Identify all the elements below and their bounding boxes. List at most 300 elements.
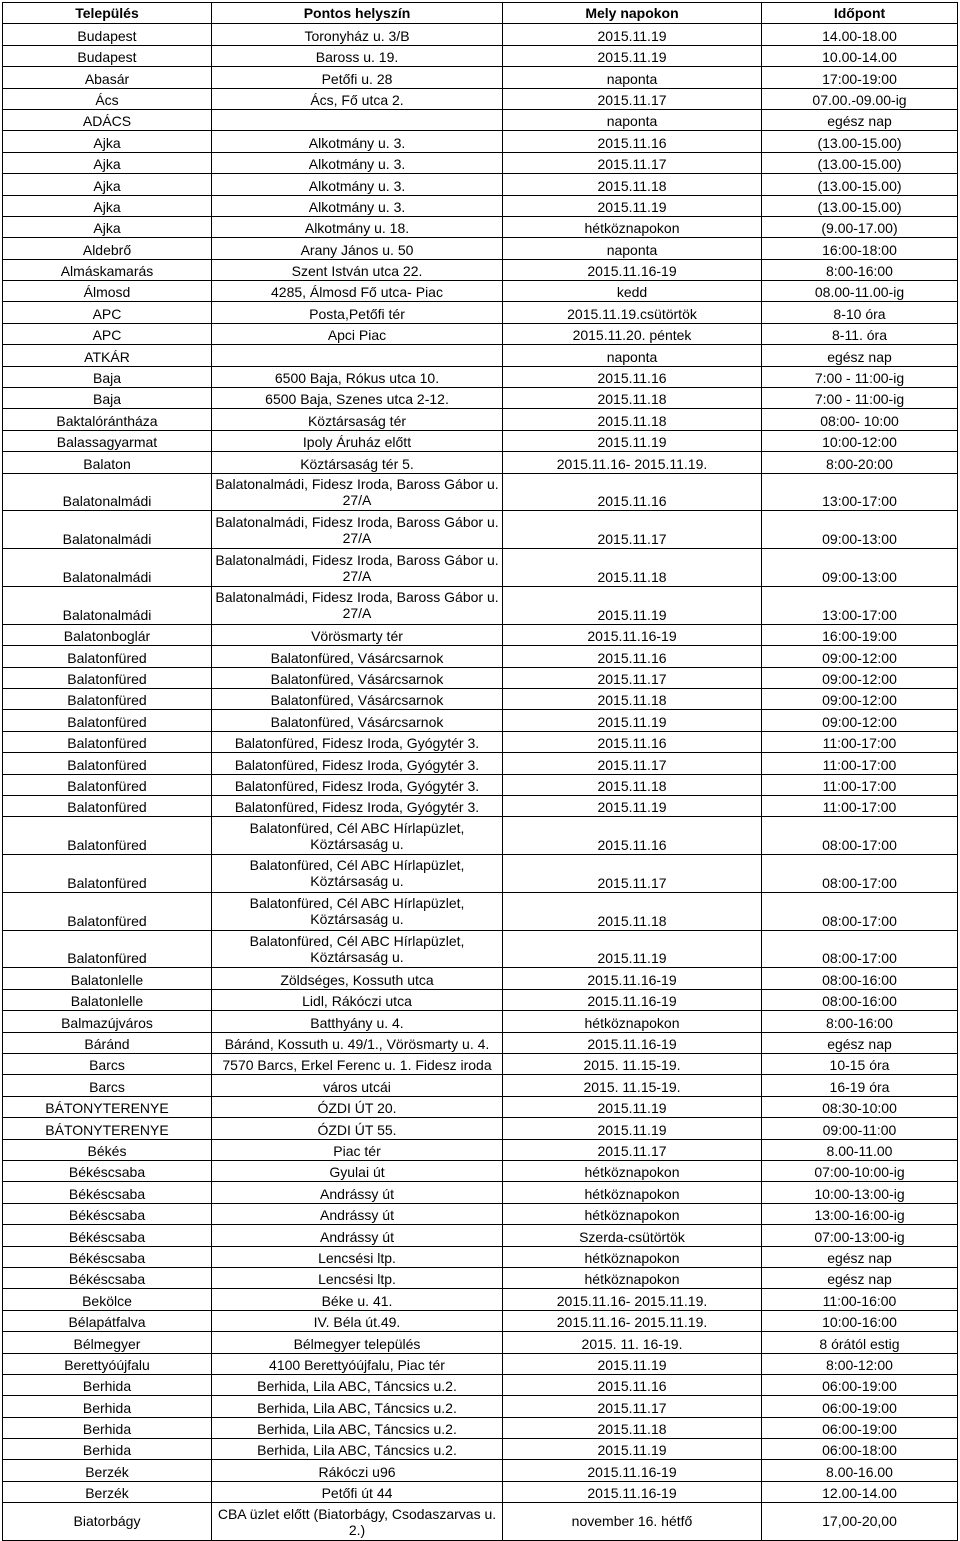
cell-helyszin: Alkotmány u. 3. — [212, 195, 503, 216]
cell-helyszin: város utcái — [212, 1075, 503, 1096]
cell-helyszin: Piac tér — [212, 1139, 503, 1160]
cell-helyszin: Balatonalmádi, Fidesz Iroda, Baross Gábor u. 27/A — [212, 511, 503, 549]
cell-idopont: 08:00-17:00 — [762, 817, 958, 855]
cell-telepules: Baja — [3, 366, 212, 387]
cell-helyszin: Petőfi u. 28 — [212, 67, 503, 88]
cell-telepules: Balatonalmádi — [3, 586, 212, 624]
cell-napokon: 2015.11.16 — [503, 366, 762, 387]
cell-telepules: Balatonfüred — [3, 710, 212, 731]
table-header — [3, 3, 958, 24]
cell-telepules: Ajka — [3, 216, 212, 237]
cell-telepules: Balatonfüred — [3, 817, 212, 855]
cell-idopont: 08:00-17:00 — [762, 930, 958, 968]
cell-telepules: Barcs — [3, 1075, 212, 1096]
table-row — [3, 345, 958, 366]
cell-napokon: 2015.11.17 — [503, 152, 762, 173]
table-row — [3, 1396, 958, 1417]
cell-napokon: 2015.11.16- 2015.11.19. — [503, 452, 762, 473]
table-row — [3, 1203, 958, 1224]
cell-napokon: 2015.11.16-19 — [503, 989, 762, 1010]
cell-napokon: 2015.11.16 — [503, 473, 762, 511]
cell-napokon: 2015.11.16-19 — [503, 259, 762, 280]
cell-telepules: Ajka — [3, 131, 212, 152]
cell-idopont: egész nap — [762, 109, 958, 130]
cell-telepules: Balatonfüred — [3, 795, 212, 816]
cell-telepules: Balatonfüred — [3, 774, 212, 795]
cell-idopont: 10:00-12:00 — [762, 430, 958, 451]
cell-napokon: 2015.11.18 — [503, 409, 762, 430]
cell-idopont: egész nap — [762, 1032, 958, 1053]
cell-idopont: 09:00-12:00 — [762, 710, 958, 731]
cell-napokon: 2015.11.16-19 — [503, 1460, 762, 1481]
table-row — [3, 511, 958, 549]
cell-helyszin: Batthyány u. 4. — [212, 1011, 503, 1032]
cell-helyszin: Gyulai út — [212, 1161, 503, 1182]
table-row — [3, 549, 958, 587]
table-row — [3, 1310, 958, 1331]
cell-idopont: 16:00-19:00 — [762, 624, 958, 645]
cell-idopont: 08:00-16:00 — [762, 989, 958, 1010]
cell-napokon: 2015.11.17 — [503, 855, 762, 893]
cell-helyszin: Lencsési ltp. — [212, 1267, 503, 1288]
cell-idopont: 06:00-19:00 — [762, 1417, 958, 1438]
cell-telepules: Békéscsaba — [3, 1203, 212, 1224]
cell-telepules: Bekölce — [3, 1289, 212, 1310]
table-row — [3, 195, 958, 216]
cell-telepules: Balatonlelle — [3, 989, 212, 1010]
cell-idopont: (13.00-15.00) — [762, 195, 958, 216]
cell-telepules: Baktalórántháza — [3, 409, 212, 430]
table-row — [3, 1374, 958, 1395]
cell-telepules: Balatonfüred — [3, 731, 212, 752]
cell-idopont: 11:00-16:00 — [762, 1289, 958, 1310]
cell-idopont: 11:00-17:00 — [762, 795, 958, 816]
table-row — [3, 1096, 958, 1117]
cell-telepules: Baja — [3, 388, 212, 409]
table-row — [3, 989, 958, 1010]
cell-idopont: egész nap — [762, 1246, 958, 1267]
cell-helyszin: Toronyház u. 3/B — [212, 24, 503, 45]
cell-helyszin: Balatonalmádi, Fidesz Iroda, Baross Gábor u. 27/A — [212, 549, 503, 587]
cell-idopont: 17:00-19:00 — [762, 67, 958, 88]
cell-telepules: Balatonalmádi — [3, 549, 212, 587]
cell-idopont: 09:00-11:00 — [762, 1118, 958, 1139]
table-row — [3, 586, 958, 624]
table-row — [3, 366, 958, 387]
cell-helyszin: Balatonfüred, Cél ABC Hírlapüzlet, Köztársaság u. — [212, 930, 503, 968]
table-row — [3, 409, 958, 430]
cell-telepules: Békéscsaba — [3, 1161, 212, 1182]
cell-napokon: 2015.11.16-19 — [503, 624, 762, 645]
cell-idopont: 7:00 - 11:00-ig — [762, 366, 958, 387]
cell-idopont: (13.00-15.00) — [762, 174, 958, 195]
table-row — [3, 1182, 958, 1203]
table-row — [3, 968, 958, 989]
cell-telepules: APC — [3, 302, 212, 323]
header-pontos-helyszin: Pontos helyszín — [212, 3, 503, 24]
cell-helyszin: Alkotmány u. 3. — [212, 131, 503, 152]
cell-napokon: 2015.11.19 — [503, 195, 762, 216]
cell-helyszin: Lidl, Rákóczi utca — [212, 989, 503, 1010]
cell-telepules: Balassagyarmat — [3, 430, 212, 451]
cell-idopont: 16:00-18:00 — [762, 238, 958, 259]
cell-helyszin: Berhida, Lila ABC, Táncsics u.2. — [212, 1374, 503, 1395]
cell-idopont: 10-15 óra — [762, 1054, 958, 1075]
cell-telepules: Báránd — [3, 1032, 212, 1053]
cell-telepules: Balatonfüred — [3, 892, 212, 930]
cell-napokon: hétköznapokon — [503, 1182, 762, 1203]
cell-napokon: naponta — [503, 238, 762, 259]
cell-idopont: 07.00.-09.00-ig — [762, 88, 958, 109]
header-idopont: Időpont — [762, 3, 958, 24]
cell-napokon: hétköznapokon — [503, 1246, 762, 1267]
cell-idopont: 8:00-16:00 — [762, 259, 958, 280]
cell-telepules: ATKÁR — [3, 345, 212, 366]
cell-idopont: 09:00-12:00 — [762, 688, 958, 709]
cell-idopont: 8:00-20:00 — [762, 452, 958, 473]
cell-idopont: 12.00-14.00 — [762, 1481, 958, 1502]
cell-idopont: 11:00-17:00 — [762, 731, 958, 752]
cell-napokon: 2015.11.18 — [503, 549, 762, 587]
cell-telepules: Balatonfüred — [3, 688, 212, 709]
cell-helyszin: Lencsési ltp. — [212, 1246, 503, 1267]
table-row — [3, 1353, 958, 1374]
cell-napokon: hétköznapokon — [503, 1011, 762, 1032]
cell-idopont: 06:00-19:00 — [762, 1374, 958, 1395]
cell-helyszin: 6500 Baja, Szenes utca 2-12. — [212, 388, 503, 409]
cell-napokon: 2015. 11.15-19. — [503, 1054, 762, 1075]
cell-idopont: 8-10 óra — [762, 302, 958, 323]
cell-helyszin: 7570 Barcs, Erkel Ferenc u. 1. Fidesz iroda — [212, 1054, 503, 1075]
cell-telepules: Berhida — [3, 1396, 212, 1417]
cell-napokon: hétköznapokon — [503, 1161, 762, 1182]
cell-napokon: 2015.11.17 — [503, 667, 762, 688]
table-row — [3, 892, 958, 930]
cell-idopont: 11:00-17:00 — [762, 753, 958, 774]
cell-napokon: 2015.11.16- 2015.11.19. — [503, 1310, 762, 1331]
cell-telepules: Biatorbágy — [3, 1503, 212, 1541]
cell-helyszin: Alkotmány u. 18. — [212, 216, 503, 237]
cell-telepules: Balatonfüred — [3, 930, 212, 968]
table-row — [3, 1289, 958, 1310]
table-row — [3, 281, 958, 302]
cell-idopont: 06:00-19:00 — [762, 1396, 958, 1417]
cell-napokon: 2015.11.16 — [503, 1374, 762, 1395]
table-row — [3, 131, 958, 152]
cell-telepules: Almáskamarás — [3, 259, 212, 280]
table-row — [3, 1503, 958, 1541]
cell-idopont: 8.00-16.00 — [762, 1460, 958, 1481]
cell-helyszin: Berhida, Lila ABC, Táncsics u.2. — [212, 1396, 503, 1417]
cell-helyszin: Alkotmány u. 3. — [212, 152, 503, 173]
cell-helyszin: Petőfi út 44 — [212, 1481, 503, 1502]
cell-idopont: 13:00-17:00 — [762, 586, 958, 624]
cell-napokon: 2015.11.16-19 — [503, 1481, 762, 1502]
cell-idopont: 8.00-11.00 — [762, 1139, 958, 1160]
cell-telepules: Balatonalmádi — [3, 473, 212, 511]
table-row — [3, 624, 958, 645]
cell-napokon: 2015.11.19.csütörtök — [503, 302, 762, 323]
table-row — [3, 473, 958, 511]
cell-helyszin: Béke u. 41. — [212, 1289, 503, 1310]
table-row — [3, 855, 958, 893]
cell-telepules: Bélapátfalva — [3, 1310, 212, 1331]
cell-napokon: 2015.11.18 — [503, 388, 762, 409]
cell-telepules: Balatonfüred — [3, 855, 212, 893]
table-row — [3, 930, 958, 968]
cell-idopont: 06:00-18:00 — [762, 1439, 958, 1460]
table-row — [3, 1332, 958, 1353]
cell-helyszin: Balatonfüred, Vásárcsarnok — [212, 710, 503, 731]
cell-napokon: 2015.11.18 — [503, 688, 762, 709]
cell-idopont: 11:00-17:00 — [762, 774, 958, 795]
table-row — [3, 216, 958, 237]
cell-helyszin: Posta,Petőfi tér — [212, 302, 503, 323]
table-row — [3, 45, 958, 66]
cell-napokon: kedd — [503, 281, 762, 302]
table-row — [3, 731, 958, 752]
cell-napokon: 2015.11.18 — [503, 1417, 762, 1438]
cell-telepules: Bélmegyer — [3, 1332, 212, 1353]
cell-telepules: Békéscsaba — [3, 1225, 212, 1246]
cell-idopont: 8:00-12:00 — [762, 1353, 958, 1374]
cell-idopont: 7:00 - 11:00-ig — [762, 388, 958, 409]
table-row — [3, 710, 958, 731]
table-row — [3, 67, 958, 88]
cell-telepules: Békés — [3, 1139, 212, 1160]
cell-napokon: 2015. 11. 16-19. — [503, 1332, 762, 1353]
cell-napokon: 2015.11.17 — [503, 88, 762, 109]
cell-helyszin: Ipoly Áruház előtt — [212, 430, 503, 451]
cell-helyszin: Balatonfüred, Vásárcsarnok — [212, 688, 503, 709]
table-row — [3, 109, 958, 130]
cell-helyszin: Szent István utca 22. — [212, 259, 503, 280]
cell-helyszin: CBA üzlet előtt (Biatorbágy, Csodaszarvas u. 2.) — [212, 1503, 503, 1541]
cell-telepules: BÁTONYTERENYE — [3, 1096, 212, 1117]
cell-napokon: 2015.11.19 — [503, 930, 762, 968]
cell-telepules: ADÁCS — [3, 109, 212, 130]
cell-napokon: 2015.11.16 — [503, 731, 762, 752]
cell-telepules: Budapest — [3, 45, 212, 66]
cell-napokon: Szerda-csütörtök — [503, 1225, 762, 1246]
cell-telepules: Aldebrő — [3, 238, 212, 259]
cell-idopont: 13:00-16:00-ig — [762, 1203, 958, 1224]
cell-napokon: 2015.11.19 — [503, 710, 762, 731]
cell-telepules: Balatonalmádi — [3, 511, 212, 549]
header-telepules: Település — [3, 3, 212, 24]
table-row — [3, 1460, 958, 1481]
cell-napokon: 2015.11.16 — [503, 646, 762, 667]
cell-napokon: 2015.11.20. péntek — [503, 323, 762, 344]
schedule-table — [2, 2, 958, 1541]
cell-telepules: Barcs — [3, 1054, 212, 1075]
cell-napokon: 2015.11.18 — [503, 892, 762, 930]
cell-helyszin: Balatonfüred, Cél ABC Hírlapüzlet, Köztársaság u. — [212, 892, 503, 930]
cell-idopont: 8 órától estig — [762, 1332, 958, 1353]
cell-helyszin: Balatonfüred, Fidesz Iroda, Gyógytér 3. — [212, 774, 503, 795]
cell-helyszin: Berhida, Lila ABC, Táncsics u.2. — [212, 1439, 503, 1460]
cell-helyszin: Andrássy út — [212, 1182, 503, 1203]
cell-idopont: 09:00-12:00 — [762, 646, 958, 667]
cell-napokon: 2015.11.19 — [503, 1353, 762, 1374]
table-row — [3, 1246, 958, 1267]
cell-idopont: 10:00-13:00-ig — [762, 1182, 958, 1203]
cell-napokon: hétköznapokon — [503, 1203, 762, 1224]
cell-telepules: Budapest — [3, 24, 212, 45]
cell-idopont: 08:00- 10:00 — [762, 409, 958, 430]
table-row — [3, 1481, 958, 1502]
cell-napokon: 2015.11.19 — [503, 430, 762, 451]
cell-telepules: Balatonfüred — [3, 667, 212, 688]
cell-helyszin: 4285, Álmosd Fő utca- Piac — [212, 281, 503, 302]
cell-idopont: 08:00-17:00 — [762, 855, 958, 893]
cell-helyszin: 6500 Baja, Rókus utca 10. — [212, 366, 503, 387]
cell-idopont: egész nap — [762, 345, 958, 366]
cell-telepules: Békéscsaba — [3, 1182, 212, 1203]
cell-telepules: Ajka — [3, 195, 212, 216]
cell-helyszin: Bélmegyer település — [212, 1332, 503, 1353]
table-row — [3, 1118, 958, 1139]
cell-helyszin: Balatonalmádi, Fidesz Iroda, Baross Gábor u. 27/A — [212, 473, 503, 511]
cell-helyszin: ÓZDI ÚT 20. — [212, 1096, 503, 1117]
cell-idopont: 16-19 óra — [762, 1075, 958, 1096]
cell-idopont: 09:00-12:00 — [762, 667, 958, 688]
cell-helyszin: Zöldséges, Kossuth utca — [212, 968, 503, 989]
table-row — [3, 452, 958, 473]
cell-napokon: 2015.11.17 — [503, 511, 762, 549]
cell-idopont: egész nap — [762, 1267, 958, 1288]
table-row — [3, 753, 958, 774]
cell-napokon: 2015.11.19 — [503, 45, 762, 66]
cell-telepules: BÁTONYTERENYE — [3, 1118, 212, 1139]
cell-helyszin: Berhida, Lila ABC, Táncsics u.2. — [212, 1417, 503, 1438]
cell-telepules: Berettyóújfalu — [3, 1353, 212, 1374]
cell-idopont: 07:00-13:00-ig — [762, 1225, 958, 1246]
cell-helyszin: Baross u. 19. — [212, 45, 503, 66]
cell-idopont: 08:30-10:00 — [762, 1096, 958, 1117]
cell-helyszin: IV. Béla út.49. — [212, 1310, 503, 1331]
cell-telepules: Békéscsaba — [3, 1246, 212, 1267]
cell-helyszin: Balatonfüred, Fidesz Iroda, Gyógytér 3. — [212, 753, 503, 774]
cell-napokon: naponta — [503, 67, 762, 88]
cell-napokon: 2015.11.19 — [503, 586, 762, 624]
cell-telepules: Berhida — [3, 1439, 212, 1460]
cell-napokon: 2015.11.19 — [503, 1439, 762, 1460]
cell-telepules: Berzék — [3, 1460, 212, 1481]
cell-helyszin: Balatonfüred, Fidesz Iroda, Gyógytér 3. — [212, 731, 503, 752]
cell-napokon: 2015.11.18 — [503, 174, 762, 195]
table-body — [3, 24, 958, 1541]
cell-idopont: (13.00-15.00) — [762, 152, 958, 173]
table-row — [3, 646, 958, 667]
table-row — [3, 817, 958, 855]
cell-telepules: Békéscsaba — [3, 1267, 212, 1288]
cell-helyszin: ÓZDI ÚT 55. — [212, 1118, 503, 1139]
cell-napokon: 2015.11.16 — [503, 131, 762, 152]
cell-idopont: (13.00-15.00) — [762, 131, 958, 152]
cell-telepules: Berhida — [3, 1417, 212, 1438]
table-row — [3, 1267, 958, 1288]
table-row — [3, 1161, 958, 1182]
cell-napokon: 2015.11.16-19 — [503, 968, 762, 989]
cell-helyszin: Köztársaság tér — [212, 409, 503, 430]
cell-telepules: Ajka — [3, 152, 212, 173]
table-row — [3, 1225, 958, 1246]
cell-napokon: 2015.11.19 — [503, 1118, 762, 1139]
cell-telepules: Berzék — [3, 1481, 212, 1502]
cell-napokon: november 16. hétfő — [503, 1503, 762, 1541]
cell-napokon: 2015.11.19 — [503, 24, 762, 45]
cell-napokon: naponta — [503, 345, 762, 366]
cell-telepules: Álmosd — [3, 281, 212, 302]
cell-telepules: Abasár — [3, 67, 212, 88]
cell-telepules: Balatonlelle — [3, 968, 212, 989]
cell-idopont: 8-11. óra — [762, 323, 958, 344]
table-row — [3, 667, 958, 688]
cell-helyszin: Köztársaság tér 5. — [212, 452, 503, 473]
table-row — [3, 302, 958, 323]
table-row — [3, 88, 958, 109]
cell-idopont: 13:00-17:00 — [762, 473, 958, 511]
table-row — [3, 152, 958, 173]
cell-telepules: Balatonboglár — [3, 624, 212, 645]
cell-helyszin: Andrássy út — [212, 1225, 503, 1246]
table-row — [3, 774, 958, 795]
cell-helyszin: Balatonfüred, Vásárcsarnok — [212, 667, 503, 688]
table-row — [3, 1417, 958, 1438]
table-row — [3, 24, 958, 45]
cell-telepules: Balmazújváros — [3, 1011, 212, 1032]
cell-napokon: 2015.11.17 — [503, 753, 762, 774]
cell-telepules: Ajka — [3, 174, 212, 195]
cell-helyszin: Balatonfüred, Fidesz Iroda, Gyógytér 3. — [212, 795, 503, 816]
cell-idopont: 10:00-16:00 — [762, 1310, 958, 1331]
cell-telepules: Balatonfüred — [3, 646, 212, 667]
cell-helyszin: Vörösmarty tér — [212, 624, 503, 645]
cell-helyszin: Balatonfüred, Cél ABC Hírlapüzlet, Köztársaság u. — [212, 855, 503, 893]
cell-telepules: Balatonfüred — [3, 753, 212, 774]
cell-helyszin: Rákóczi u96 — [212, 1460, 503, 1481]
cell-helyszin: 4100 Berettyóújfalu, Piac tér — [212, 1353, 503, 1374]
cell-idopont: 8:00-16:00 — [762, 1011, 958, 1032]
cell-telepules: Ács — [3, 88, 212, 109]
table-row — [3, 174, 958, 195]
cell-idopont: 08:00-16:00 — [762, 968, 958, 989]
table-row — [3, 688, 958, 709]
cell-napokon: hétköznapokon — [503, 216, 762, 237]
cell-napokon: 2015.11.19 — [503, 1096, 762, 1117]
table-row — [3, 259, 958, 280]
cell-idopont: 09:00-13:00 — [762, 549, 958, 587]
header-mely-napokon: Mely napokon — [503, 3, 762, 24]
table-row — [3, 238, 958, 259]
cell-helyszin: Apci Piac — [212, 323, 503, 344]
cell-idopont: 07:00-10:00-ig — [762, 1161, 958, 1182]
cell-napokon: naponta — [503, 109, 762, 130]
cell-idopont: (9.00-17.00) — [762, 216, 958, 237]
table-row — [3, 323, 958, 344]
cell-telepules: APC — [3, 323, 212, 344]
cell-helyszin: Balatonfüred, Cél ABC Hírlapüzlet, Köztársaság u. — [212, 817, 503, 855]
cell-helyszin: Arany János u. 50 — [212, 238, 503, 259]
table-row — [3, 795, 958, 816]
cell-napokon: 2015.11.16 — [503, 817, 762, 855]
cell-napokon: hétköznapokon — [503, 1267, 762, 1288]
cell-helyszin: Balatonfüred, Vásárcsarnok — [212, 646, 503, 667]
table-row — [3, 1439, 958, 1460]
cell-telepules: Berhida — [3, 1374, 212, 1395]
cell-telepules: Balaton — [3, 452, 212, 473]
